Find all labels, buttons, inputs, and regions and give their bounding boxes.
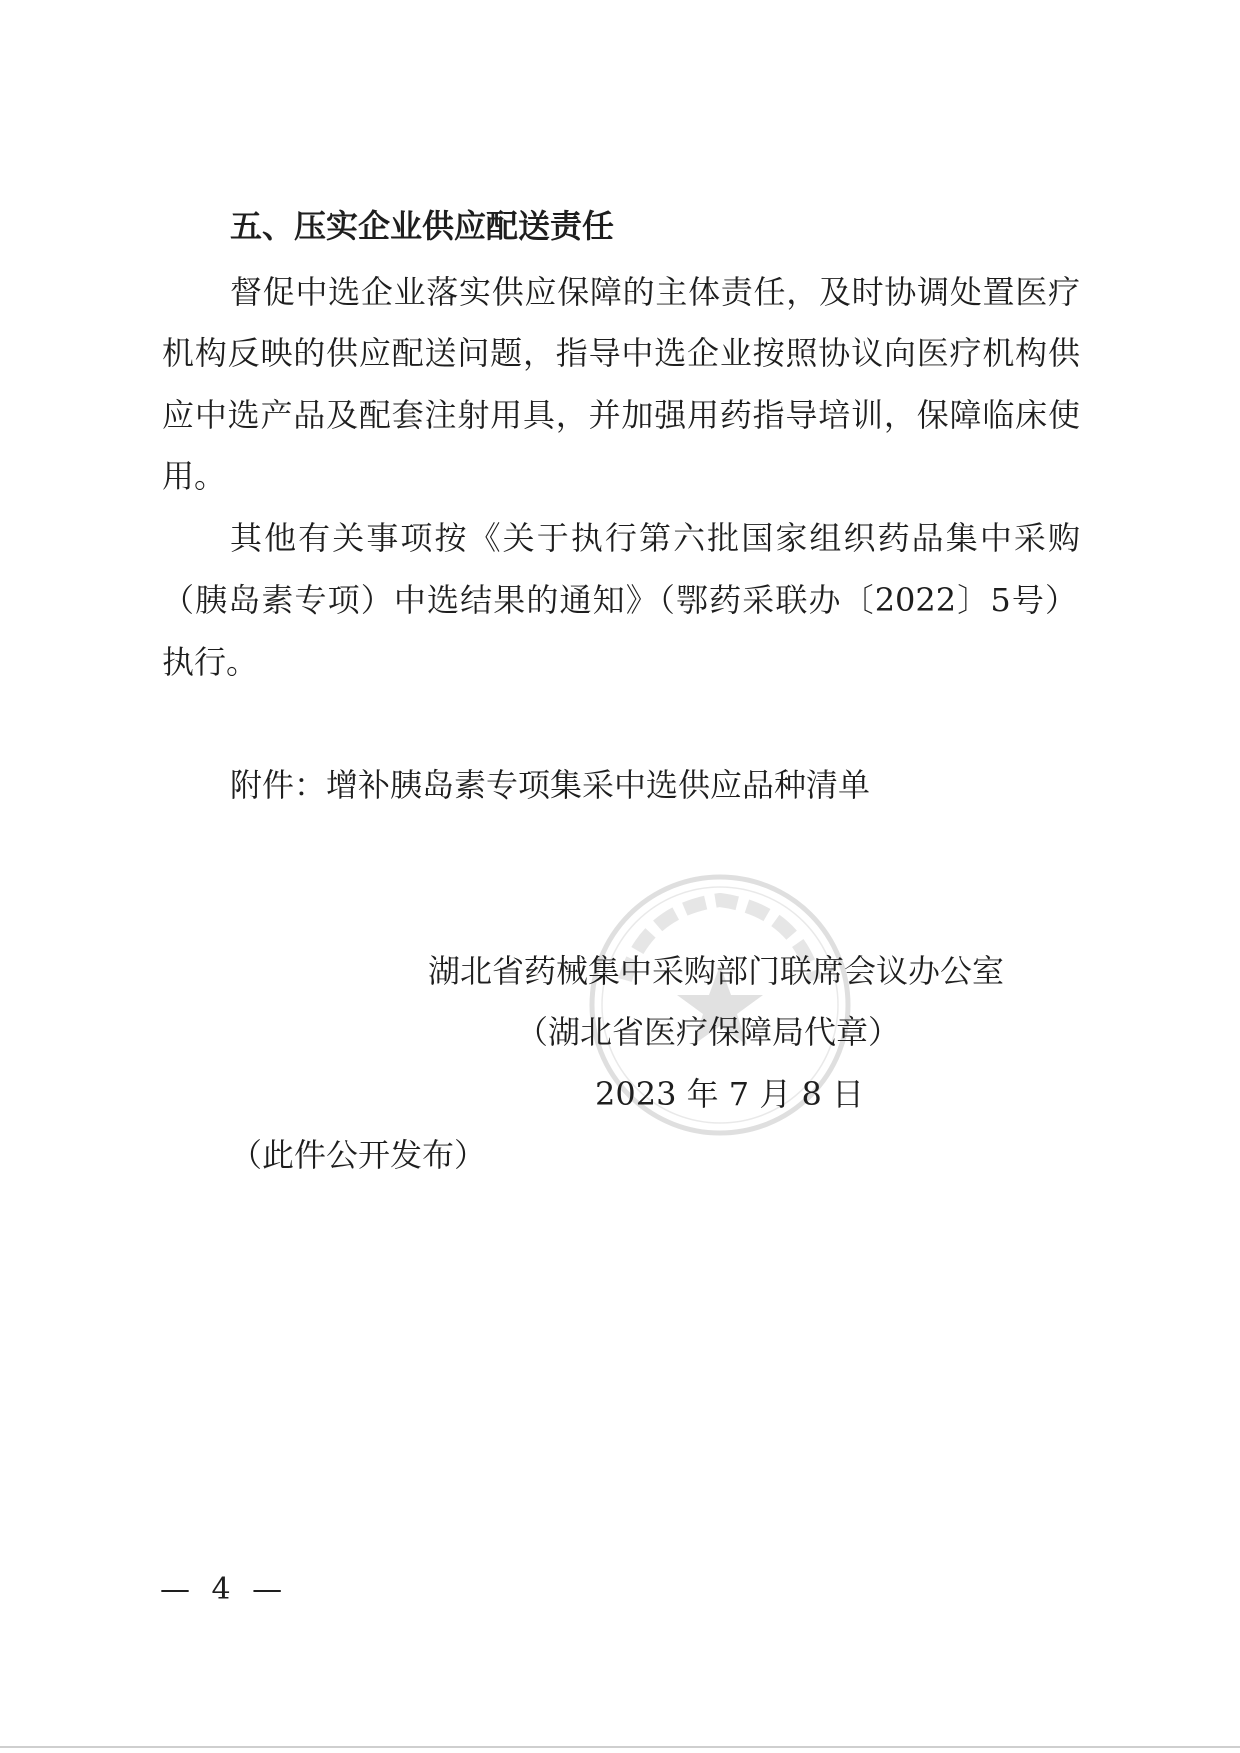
other-matters-line: 执行。 [162, 643, 259, 681]
scan-edge-divider [0, 1746, 1240, 1748]
acting-seal-note: （湖北省医疗保障局代章） [516, 1013, 901, 1051]
other-matters-line: 其他有关事项按《关于执行第六批国家组织药品集中采购 [230, 519, 1080, 557]
paragraph-line: 机构反映的供应配送问题，指导中选企业按照协议向医疗机构供 [162, 334, 1080, 372]
attachment-note: 附件：增补胰岛素专项集采中选供应品种清单 [230, 766, 871, 804]
paragraph-line: 督促中选企业落实供应保障的主体责任，及时协调处置医疗 [230, 273, 1080, 311]
issue-date: 2023 年 7 月 8 日 [595, 1075, 865, 1113]
paragraph-line: 应中选产品及配套注射用具，并加强用药指导培训，保障临床使 [162, 396, 1080, 434]
issuer-name: 湖北省药械集中采购部门联席会议办公室 [428, 952, 1005, 990]
disclosure-note: （此件公开发布） [230, 1136, 487, 1174]
paragraph-line: 用。 [162, 457, 227, 495]
section-heading: 五、压实企业供应配送责任 [230, 207, 615, 245]
page-number: — 4 — [160, 1572, 289, 1607]
other-matters-line: （胰岛素专项）中选结果的通知》（鄂药采联办〔2022〕5号） [162, 581, 1077, 619]
